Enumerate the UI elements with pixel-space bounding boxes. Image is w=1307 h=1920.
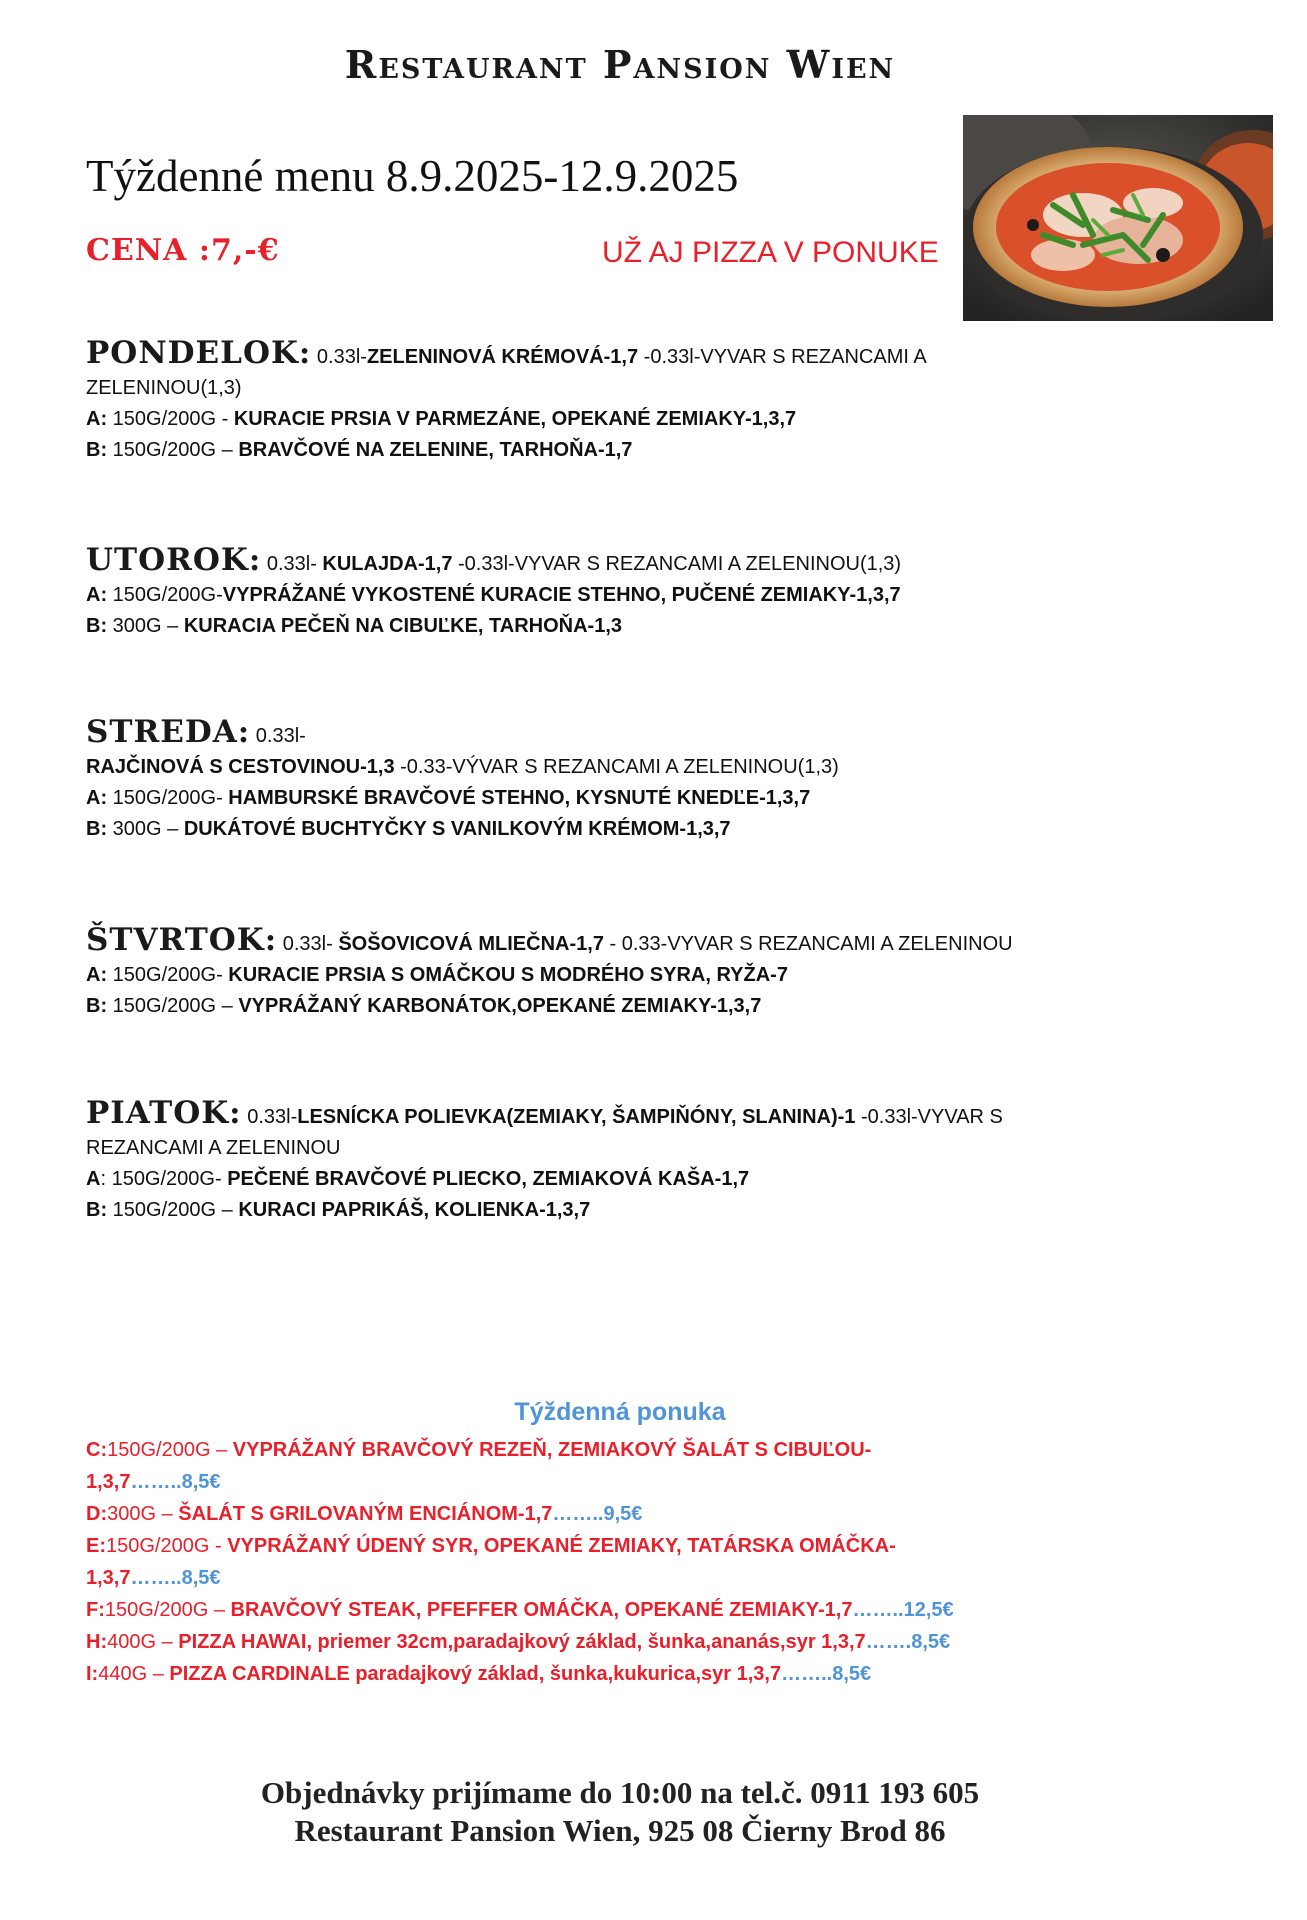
menu-a: A: 150G/200G- HAMBURSKÉ BRAVČOVÉ STEHNO, KYSNUTÉ KNEDĽE-1,3,7 [86,787,811,809]
menu-a: A: 150G/200G-VYPRÁŽANÉ VYKOSTENÉ KURACIE STEHNO, PUČENÉ ZEMIAKY-1,3,7 [86,584,901,606]
pizza-announcement: UŽ AJ PIZZA V PONUKE [602,236,939,269]
day-name: PONDELOK: [86,335,312,371]
day-thursday: ŠTVRTOK: 0.33l- ŠOŠOVICOVÁ MLIEČNA-1,7 - 0.33-VYVAR S REZANCAMI A ZELENINOU A: 150G/200G- KURACIE PRSIA S OMÁČKOU S MODRÉHO SYRA, RYŽA-7 B: 150G/200G – VYPRÁŽANÝ KARBONÁTOK,OPEKANÉ ZEMIAKY-1,3,7 [86,925,1236,1022]
offer-i: I:440G – PIZZA CARDINALE paradajkový základ, šunka,kukurica,syr 1,3,7……..8,5€ [86,1663,872,1685]
pizza-icon [963,115,1273,321]
offer-f: F:150G/200G – BRAVČOVÝ STEAK, PFEFFER OMÁČKA, OPEKANÉ ZEMIAKY-1,7……..12,5€ [86,1599,954,1621]
soup-continued: REZANCAMI A ZELENINOU [86,1137,341,1159]
day-friday: PIATOK: 0.33l-LESNÍCKA POLIEVKA(ZEMIAKY, ŠAMPIŇÓNY, SLANINA)-1 -0.33l-VYVAR S REZANCAMI A ZELENINOU A: 150G/200G- PEČENÉ BRAVČOVÉ PLIECKO, ZEMIAKOVÁ KAŠA-1,7 B: 150G/200G – KURACI PAPRIKÁŠ, KOLIENKA-1,3,7 [86,1098,1236,1226]
menu-price: CENA :7,-€ [86,233,280,268]
weekly-offer [86,1434,1246,1690]
offer-c-continued: 1,3,7……..8,5€ [86,1471,221,1493]
weekly-offer-title: Týždenná ponuka [514,1398,726,1426]
soup-name: LESNÍCKA POLIEVKA(ZEMIAKY, ŠAMPIŇÓNY, SLANINA)-1 [297,1106,856,1128]
soup-name: ZELENINOVÁ KRÉMOVÁ-1,7 [366,346,639,368]
day-wednesday: STREDA: 0.33l- RAJČINOVÁ S CESTOVINOU-1,3 -0.33-VÝVAR S REZANCAMI A ZELENINOU(1,3) A: 150G/200G- HAMBURSKÉ BRAVČOVÉ STEHNO, KYSNUTÉ KNEDĽE-1,3,7 B: 300G – DUKÁTOVÉ BUCHTYČKY S VANILKOVÝM KRÉMOM-1,3,7 [86,717,1236,845]
week-menu-heading: Týždenné menu 8.9.2025-12.9.2025 [86,151,739,201]
day-name: UTOROK: [86,542,262,578]
pizza-photo [963,115,1273,321]
menu-b: B: 150G/200G – BRAVČOVÉ NA ZELENINE, TARHOŇA-1,7 [86,439,633,461]
menu-a: A: 150G/200G - KURACIE PRSIA V PARMEZÁNE, OPEKANÉ ZEMIAKY-1,3,7 [86,408,797,430]
restaurant-title: Restaurant Pansion Wien [344,42,896,87]
offer-d: D:300G – ŠALÁT S GRILOVANÝM ENCIÁNOM-1,7……..9,5€ [86,1503,643,1525]
soup-name: RAJČINOVÁ S CESTOVINOU-1,3 [86,756,395,778]
day-monday: PONDELOK: 0.33l-ZELENINOVÁ KRÉMOVÁ-1,7 -0.33l-VYVAR S REZANCAMI A ZELENINOU(1,3) A: 150G/200G - KURACIE PRSIA V PARMEZÁNE, OPEKANÉ ZEMIAKY-1,3,7 B: 150G/200G – BRAVČOVÉ NA ZELENINE, TARHOŇA-1,7 [86,338,1236,466]
menu-b: B: 300G – DUKÁTOVÉ BUCHTYČKY S VANILKOVÝM KRÉMOM-1,3,7 [86,818,731,840]
offer-e: E:150G/200G - VYPRÁŽANÝ ÚDENÝ SYR, OPEKANÉ ZEMIAKY, TATÁRSKA OMÁČKA- [86,1535,896,1557]
footer-orders: Objednávky prijímame do 10:00 na tel.č. 0911 193 605 [260,1775,980,1810]
offer-price: ……..8,5€ [130,1471,221,1493]
menu-b: B: 150G/200G – KURACI PAPRIKÁŠ, KOLIENKA-1,3,7 [86,1199,591,1221]
offer-price: ……..9,5€ [552,1503,643,1525]
soup-continued: ZELENINOU(1,3) [86,377,242,399]
offer-price: …….8,5€ [865,1631,951,1653]
day-tuesday: UTOROK: 0.33l- KULAJDA-1,7 -0.33l-VYVAR S REZANCAMI A ZELENINOU(1,3) A: 150G/200G-VYPRÁŽANÉ VYKOSTENÉ KURACIE STEHNO, PUČENÉ ZEMIAKY-1,3,7 B: 300G – KURACIA PEČEŇ NA CIBUĽKE, TARHOŇA-1,3 [86,545,1236,642]
menu-a: A: 150G/200G- KURACIE PRSIA S OMÁČKOU S MODRÉHO SYRA, RYŽA-7 [86,964,788,986]
offer-price: ……..8,5€ [781,1663,872,1685]
day-name: PIATOK: [86,1095,242,1131]
footer-address: Restaurant Pansion Wien, 925 08 Čierny Brod 86 [294,1813,946,1848]
menu-a: A: 150G/200G- PEČENÉ BRAVČOVÉ PLIECKO, ZEMIAKOVÁ KAŠA-1,7 [86,1168,750,1190]
menu-b: B: 300G – KURACIA PEČEŇ NA CIBUĽKE, TARHOŇA-1,3 [86,615,622,637]
day-name: STREDA: [86,714,251,750]
soup-name: ŠOŠOVICOVÁ MLIEČNA-1,7 [338,933,604,955]
offer-c: C:150G/200G – VYPRÁŽANÝ BRAVČOVÝ REZEŇ, ZEMIAKOVÝ ŠALÁT S CIBUĽOU- [86,1439,872,1461]
day-name: ŠTVRTOK: [86,922,278,958]
offer-h: H:400G – PIZZA HAWAI, priemer 32cm,paradajkový základ, šunka,ananás,syr 1,3,7…….8,5€ [86,1631,951,1653]
offer-price: ……..8,5€ [130,1567,221,1589]
soup-name: KULAJDA-1,7 [322,553,453,575]
offer-e-continued: 1,3,7……..8,5€ [86,1567,221,1589]
soup-continued: RAJČINOVÁ S CESTOVINOU-1,3 -0.33-VÝVAR S REZANCAMI A ZELENINOU(1,3) [86,756,839,778]
offer-price: ……..12,5€ [852,1599,954,1621]
menu-b: B: 150G/200G – VYPRÁŽANÝ KARBONÁTOK,OPEKANÉ ZEMIAKY-1,3,7 [86,995,762,1017]
